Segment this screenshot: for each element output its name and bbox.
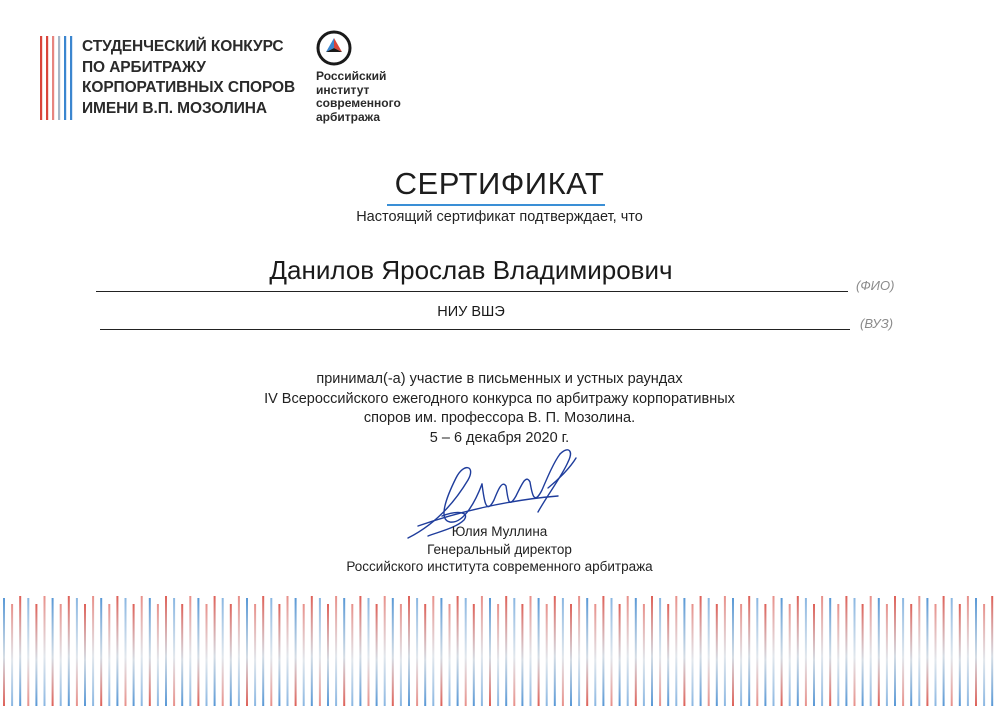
signatory-organization: Российского института современного арбитража (346, 559, 653, 574)
decorative-stripe (732, 598, 734, 706)
decorative-stripe (303, 604, 305, 706)
decorative-stripe (149, 598, 151, 706)
decorative-stripe (400, 604, 402, 706)
decorative-stripe (230, 604, 232, 706)
contest-title-line: ПО АРБИТРАЖУ (82, 58, 206, 76)
decorative-stripe (416, 598, 418, 706)
decorative-stripe (764, 604, 766, 706)
decorative-stripe (465, 598, 467, 706)
decorative-stripe (975, 598, 977, 706)
decorative-stripe (797, 596, 799, 706)
university-line (100, 329, 850, 330)
decorative-stripe (570, 604, 572, 706)
decorative-stripe (181, 604, 183, 706)
contest-title-line: СТУДЕНЧЕСКИЙ КОНКУРС (82, 38, 284, 55)
decorative-stripe (197, 598, 199, 706)
decorative-stripe (683, 598, 685, 706)
decorative-stripe (878, 598, 880, 706)
decorative-stripe (44, 596, 46, 706)
decorative-stripe (692, 604, 694, 706)
institute-name-line: арбитража (316, 109, 381, 124)
decorative-stripe (538, 598, 540, 706)
decorative-stripe (238, 596, 240, 706)
decorative-stripe (457, 596, 459, 706)
intro-text: Настоящий сертификат подтверждает, что (356, 209, 643, 225)
decorative-stripe (359, 596, 361, 706)
decorative-stripe (667, 604, 669, 706)
decorative-stripe (440, 598, 442, 706)
decorative-stripe (35, 604, 37, 706)
decorative-stripe (773, 596, 775, 706)
decorative-stripe (60, 604, 62, 706)
decorative-stripe (108, 604, 110, 706)
decorative-stripe (586, 598, 588, 706)
decorative-stripe (392, 598, 394, 706)
decorative-stripe (554, 596, 556, 706)
decorative-stripe (254, 604, 256, 706)
decorative-stripe (27, 598, 29, 706)
decorative-stripe (918, 596, 920, 706)
institute-name (316, 70, 456, 124)
decorative-stripe (384, 596, 386, 706)
title-underline (387, 204, 605, 206)
body-line: споров им. профессора В. П. Мозолина. (363, 410, 636, 426)
decorative-stripe (68, 596, 70, 706)
decorative-stripe (578, 596, 580, 706)
decorative-stripe (716, 604, 718, 706)
body-line: IV Всероссийского ежегодного конкурса по арбитражу корпоративных (264, 390, 735, 407)
decorative-stripe (214, 596, 216, 706)
decorative-stripe (740, 604, 742, 706)
decorative-stripe (513, 598, 515, 706)
decorative-stripe (627, 596, 629, 706)
decorative-stripe (959, 604, 961, 706)
decorative-stripe (781, 598, 783, 706)
decorative-stripe (854, 598, 856, 706)
decorative-stripe (489, 598, 491, 706)
decorative-stripe (602, 596, 604, 706)
name-caption: (ФИО) (856, 278, 895, 293)
decorative-stripe (206, 604, 208, 706)
decorative-stripe (789, 604, 791, 706)
decorative-stripe (886, 604, 888, 706)
decorative-stripe (902, 598, 904, 706)
decorative-stripe (189, 596, 191, 706)
decorative-stripe (845, 596, 847, 706)
decorative-stripe (943, 596, 945, 706)
contest-title-line: КОРПОРАТИВНЫХ СПОРОВ (82, 79, 296, 96)
certificate-title: СЕРТИФИКАТ (394, 166, 605, 201)
decorative-stripe (473, 604, 475, 706)
decorative-stripes (0, 596, 999, 706)
decorative-stripe (935, 604, 937, 706)
decorative-stripe (133, 604, 135, 706)
decorative-stripe (76, 598, 78, 706)
name-line (96, 291, 848, 292)
decorative-stripe (449, 604, 451, 706)
decorative-stripe (222, 598, 224, 706)
decorative-stripe (141, 596, 143, 706)
decorative-stripe (870, 596, 872, 706)
certificate-body (0, 370, 999, 448)
decorative-stripe (497, 604, 499, 706)
decorative-stripe (894, 596, 896, 706)
decorative-stripe (327, 604, 329, 706)
recipient-name: Данилов Ярослав Владимирович (269, 255, 673, 285)
decorative-stripe (829, 598, 831, 706)
contest-title-line: ИМЕНИ В.П. МОЗОЛИНА (82, 99, 267, 117)
decorative-stripe (926, 598, 928, 706)
decorative-stripe (546, 604, 548, 706)
decorative-stripe (505, 596, 507, 706)
decorative-stripe (991, 596, 993, 706)
signatory-position: Генеральный директор (427, 541, 572, 557)
decorative-stripe (821, 596, 823, 706)
decorative-stripe (157, 604, 159, 706)
decorative-stripe (376, 604, 378, 706)
decorative-stripe (521, 604, 523, 706)
decorative-stripe (594, 604, 596, 706)
decorative-stripe (659, 598, 661, 706)
decorative-stripe (756, 598, 758, 706)
decorative-stripe (562, 598, 564, 706)
decorative-stripe (343, 598, 345, 706)
decorative-stripe (92, 596, 94, 706)
decorative-stripe (611, 598, 613, 706)
decorative-stripe (246, 598, 248, 706)
decorative-stripe (643, 604, 645, 706)
decorative-stripe (635, 598, 637, 706)
decorative-stripe (311, 596, 313, 706)
decorative-stripe (368, 598, 370, 706)
decorative-stripe (724, 596, 726, 706)
decorative-stripe (278, 604, 280, 706)
decorative-stripe (335, 596, 337, 706)
university-name: НИУ ВШЭ (437, 304, 505, 320)
institute-name-line: институт (316, 82, 370, 97)
decorative-stripe (3, 598, 5, 706)
decorative-stripe (983, 604, 985, 706)
decorative-stripe (805, 598, 807, 706)
decorative-stripe (84, 604, 86, 706)
decorative-stripe (951, 598, 953, 706)
decorative-stripe (173, 598, 175, 706)
signatory (0, 523, 999, 576)
decorative-stripe (675, 596, 677, 706)
decorative-stripe (52, 598, 54, 706)
institute-name-line: современного (316, 96, 401, 110)
decorative-stripe (651, 596, 653, 706)
decorative-stripe (619, 604, 621, 706)
decorative-stripe (700, 596, 702, 706)
decorative-stripe (432, 596, 434, 706)
contest-title (82, 37, 302, 119)
decorative-stripe (100, 598, 102, 706)
decorative-stripe (319, 598, 321, 706)
decorative-stripe (125, 598, 127, 706)
institute-emblem-icon (316, 30, 352, 66)
decorative-stripe (481, 596, 483, 706)
decorative-stripe (262, 596, 264, 706)
decorative-stripe (408, 596, 410, 706)
decorative-stripe (295, 598, 297, 706)
decorative-stripe (748, 596, 750, 706)
decorative-stripe (270, 598, 272, 706)
decorative-stripe (287, 596, 289, 706)
decorative-stripe (424, 604, 426, 706)
university-caption: (ВУЗ) (860, 316, 894, 331)
decorative-stripe (813, 604, 815, 706)
decorative-stripe (910, 604, 912, 706)
decorative-stripe (862, 604, 864, 706)
decorative-stripe (967, 596, 969, 706)
decorative-stripe (19, 596, 21, 706)
signatory-name: Юлия Муллина (451, 524, 548, 539)
decorative-stripe (11, 604, 13, 706)
decorative-stripe (165, 596, 167, 706)
decorative-stripe (708, 598, 710, 706)
contest-logo-stripes (40, 36, 76, 120)
decorative-stripe (530, 596, 532, 706)
body-line: принимал(-а) участие в письменных и устных раундах (316, 371, 683, 387)
decorative-stripe (116, 596, 118, 706)
decorative-stripe (351, 604, 353, 706)
institute-name-line: Российский (316, 69, 387, 83)
event-date: 5 – 6 декабря 2020 г. (429, 429, 570, 446)
decorative-stripe (837, 604, 839, 706)
